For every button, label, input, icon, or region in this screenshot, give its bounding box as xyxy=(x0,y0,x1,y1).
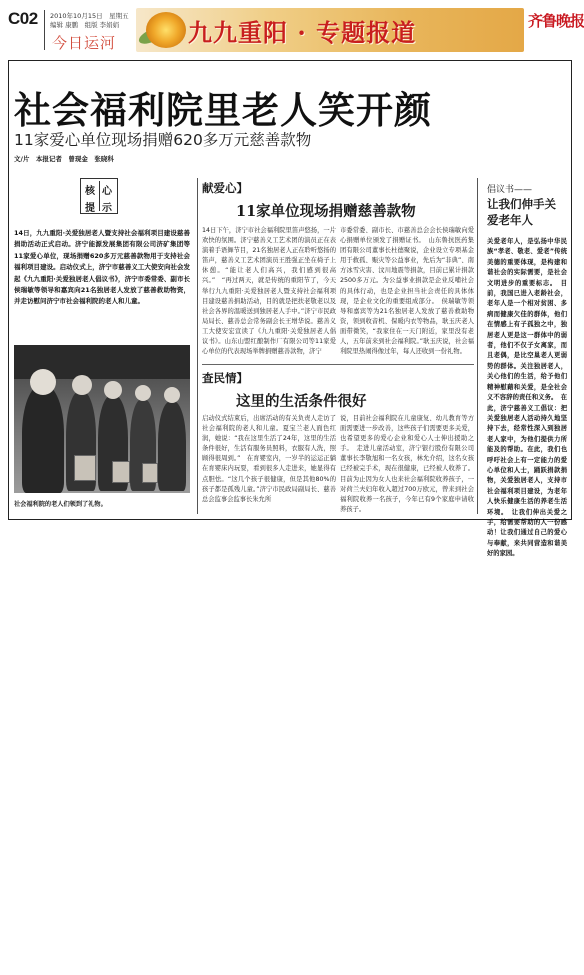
section-divider xyxy=(202,364,474,365)
photo-figure xyxy=(158,401,186,491)
newspaper-logo: 齐鲁晚报 xyxy=(528,12,584,30)
banner-title: 九九重阳 · 专题报道 xyxy=(188,18,417,47)
photo-figure xyxy=(22,385,64,493)
tip-char: 提 xyxy=(85,203,95,214)
masthead-divider xyxy=(44,10,45,50)
gift-bag xyxy=(142,463,158,483)
section-label: 献爱心】 xyxy=(202,181,248,195)
section-title: 这里的生活条件很好 xyxy=(236,393,367,410)
byline: 文/片 本报记者 曾现金 张晓科 xyxy=(14,155,114,163)
tip-char: 心 xyxy=(102,186,112,197)
body-column: 启动仪式结束后，出席活动的有关负责人走访了社会福利院的老人和儿童。夏宝兰老人面色红润，她说：“我在这里生活了24年，这里的生活条件很好，生活有服务员照料，衣服有人洗，照顾得很周到。” 在育婴室内，一岁半的运运正躺在育婴床内玩耍，看到很多人走进来，她显得有点胆怯。“这几个孩子很健康，但是其他80%的孩子都是孤残儿童。”济宁市民政局副局长、慈善总会监事会监事长朱允所 xyxy=(202,415,336,503)
news-photo xyxy=(14,345,190,493)
chrysanthemum-icon xyxy=(146,12,186,48)
photo-caption: 社会福利院的老人们领到了礼物。 xyxy=(14,501,107,508)
body-column: 说，目前社会福利院在儿童康复、幼儿教育等方面需要进一步改善，这些孩子们需要更多关爱，也希望更多的爱心企业和爱心人士伸出援助之手。 走进儿童活动室，济宁银行股份有限公司董事长李敬旭和一名女孩，林允介绍，这名女孩已经被完手术，现在很健康，已经被人收养了。目前为止因为女人也来社会福利院收养孩子，一对荷兰夫妇年收入超过700万欧元，曾来到社会福利院收养一名孩子，今年已有9个家庭申请收养孩子。 xyxy=(340,415,474,513)
special-report-banner xyxy=(136,8,524,52)
gift-bag xyxy=(74,455,96,481)
photo-figure-head xyxy=(164,387,180,403)
date-line: 2010年10月15日 星期五 xyxy=(50,12,129,20)
sidebar-title: 让我们伸手关爱老年人 xyxy=(487,197,556,227)
photo-figure-head xyxy=(104,381,122,399)
photo-figure-head xyxy=(72,375,92,395)
sidebar-body: 关爱老年人，是弘扬中华民族“孝老、敬老、爱老”传统美德的重要体现，是构建和谐社会的实际需要，是社会文明进步的重要标志。 目前，我国已进入老龄社会，老年人是一个相对贫困、多病而健康欠佳的群体，他们在情感上有子孤独之中，独居老人更是这一群体中的弱者，他们不仅子女离家，而且老偶，是比空巢老人更弱势的群体。关注独居老人，关心他们的生活，给予他们精神慰藉和关爱，是全社会义不容辞的责任和义务。 在此，济宁慈善义工倡议：把关爱独居老人活动持久地坚持下去，经常性深入到独居老人家中，为他们提供力所能及的帮助。在此，我们也呼吁社会上有一定能力的爱心单位和人士，踊跃捐款捐物，关爱独居老人，支持市社会福利项目建设，为老年人快乐健康生活的养老生活环境。 让我们伸出关爱之手，给需要帮助的人一份感动！让我们通过自己的爱心与奉献，来共同营造和谐美好的家园。 xyxy=(487,238,567,558)
body-column: 市委常委、副市长、市慈善总会会长侯瑞敏向爱心捐赠单位颁发了捐赠证书。 山东鲁抗医药集团有限公司董事长杜德聚说，企业设立专项基金用于救孤、赈灾等公益事业，先后为“非典”、南方冰雪灾害、汶川地震等捐款，目前已累计捐款2500多万元。为公益事业捐款是企业反哺社会的具体行动，也是企业担当社会责任的具体体现，是企业文化的重要组成部分。 侯瑞敏等领导和嘉宾等为21名独居老人发放了慈善救助物资，领到收音机、保暖内衣等物品，耿玉庆老人面带微笑，“我家住在一天门附近，家里没有老人，五年前来到社会福利院。”耿玉庆说，社会福利院里热闹得像过年，每人还收到一份礼物。 xyxy=(340,227,474,356)
section-name: 今日运河 xyxy=(52,34,117,52)
gift-bag xyxy=(112,461,130,483)
tip-char: 示 xyxy=(102,203,112,214)
column-rule xyxy=(477,178,478,514)
body-column: 14日下午，济宁市社会福利院里笛声悠扬，一片欢快的氛围。济宁慈善义工艺术团的演员正在表演着手语舞节目，21名独居老人正在聆听悠扬的笛声，慈善义工艺术团演员王胜强正坐在椅子上休憩。“能让老人们高兴，我们感到很高兴。” “再过两天，就是传统的重阳节了，今天举行九九重阳·关爱独居老人暨支持社会福利项目建设慈善捐助活动，目的就是把扶老敬老以及社会各界的温暖送到独居老人手中。”济宁市民政局局长、慈善总会常务副会长王增华说。慈善义工大使安宏宣读了《九九重阳·关爱独居老人倡议书》。山东山盟红酿制作厂有限公司等11家爱心单位的代表现场举牌捐赠慈善款物，济宁 xyxy=(202,227,336,356)
core-tips-box xyxy=(80,178,118,214)
tip-box-divider xyxy=(99,181,100,211)
section-label: 查民情】 xyxy=(202,371,248,385)
sidebar-label: 倡议书—— xyxy=(487,185,533,195)
column-rule xyxy=(197,178,198,514)
article-headline: 社会福利院里老人笑开颜 xyxy=(14,88,432,132)
section-title: 11家单位现场捐赠慈善款物 xyxy=(236,203,416,220)
editors-line: 编辑 康鹏 组版 李娟娟 xyxy=(50,21,120,29)
lead-paragraph: 14日，九九重阳·关爱独居老人暨支持社会福利项目建设慈善捐助活动正式启动。济宁能源发展集团有限公司济矿集团等11家爱心单位，现场捐赠620多万元慈善款物用于支持社会福利项目建设。启动仪式上，济宁市慈善义工大使安向社会发起《九九重阳·关爱独居老人倡议书》，济宁市委常委、副市长侯瑞敏等领导和嘉宾向21名独居老人发放了慈善救助物资，并走访慰问济宁市社会福利院的老人和儿童。 xyxy=(14,229,190,306)
masthead xyxy=(0,0,584,56)
photo-figure-head xyxy=(30,369,56,395)
page-number: C02 xyxy=(8,9,38,28)
tip-char: 核 xyxy=(85,186,95,197)
article-subhead: 11家爱心单位现场捐赠620多万元慈善款物 xyxy=(14,131,312,149)
photo-figure-head xyxy=(135,385,151,401)
